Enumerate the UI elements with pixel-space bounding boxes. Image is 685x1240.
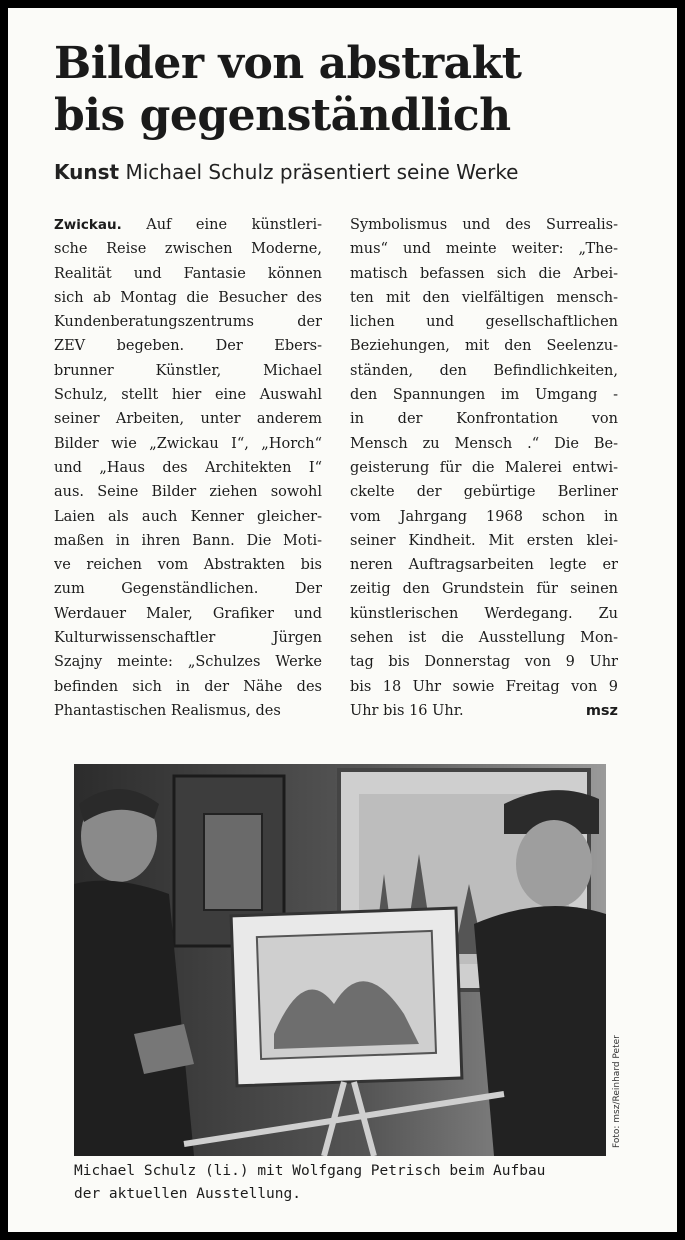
article-line: Laien als auch Kenner gleicher-	[54, 508, 322, 525]
article-photo	[74, 764, 606, 1156]
caption-line-1: Michael Schulz (li.) mit Wolfgang Petrisch beim Aufbau	[74, 1163, 546, 1179]
article-line: ZEV begeben. Der Ebers-	[54, 338, 322, 355]
article-line: aus. Seine Bilder ziehen sowohl	[54, 484, 322, 501]
article-line: Werdauer Maler, Grafiker und	[54, 605, 322, 622]
article-line: Bilder wie „Zwickau I“, „Horch“	[54, 435, 322, 452]
newspaper-clipping	[8, 8, 677, 1232]
article-line: neren Auftragsarbeiten legte er	[350, 557, 618, 574]
article-line: zeitig den Grundstein für seinen	[350, 581, 618, 598]
article-text: Auf eine künstleri-	[121, 217, 322, 233]
article-line: matisch befassen sich die Arbei-	[350, 265, 618, 282]
article-line: mus“ und meinte weiter: „The-	[350, 241, 618, 258]
article-line: Beziehungen, mit den Seelenzu-	[350, 338, 618, 355]
article-line	[350, 699, 618, 723]
article-line: zum Gegenständlichen. Der	[54, 581, 322, 598]
author-initials: msz	[585, 702, 618, 719]
article-line: und „Haus des Architekten I“	[54, 459, 322, 476]
subheadline	[54, 158, 664, 186]
article-line: Realität und Fantasie können	[54, 265, 322, 282]
article-line	[54, 213, 322, 237]
article-line: sich ab Montag die Besucher des	[54, 289, 322, 306]
article-line: seiner Arbeiten, unter anderem	[54, 411, 322, 428]
article-line: in der Konfrontation von	[350, 411, 618, 428]
article-line: Symbolismus und des Surrealis-	[350, 217, 618, 233]
article-line: Phantastischen Realismus, des	[54, 702, 281, 719]
article-line: seiner Kindheit. Mit ersten klei-	[350, 532, 618, 549]
photo-illustration	[74, 764, 606, 1156]
article-line: Schulz, stellt hier eine Auswahl	[54, 387, 322, 404]
article-line: ve reichen vom Abstrakten bis	[54, 557, 322, 574]
article-line: Szajny meinte: „Schulzes Werke	[54, 654, 322, 671]
article-line: ständen, den Befindlichkeiten,	[350, 362, 618, 379]
subheadline-text: Michael Schulz präsentiert seine Werke	[125, 160, 519, 184]
dateline-place: Zwickau.	[54, 217, 122, 233]
headline-line-2: bis gegenständlich	[54, 90, 511, 141]
article-line: brunner Künstler, Michael	[54, 362, 322, 379]
headline	[54, 38, 654, 142]
article-line: ckelte der gebürtige Berliner	[350, 484, 618, 501]
article-line: maßen in ihren Bann. Die Moti-	[54, 532, 322, 549]
article-column-right	[350, 213, 618, 723]
headline-line-1: Bilder von abstrakt	[54, 38, 522, 89]
article-line: tag bis Donnerstag von 9 Uhr	[350, 654, 618, 671]
caption-line-2: der aktuellen Ausstellung.	[74, 1186, 301, 1202]
article-line: lichen und gesellschaftlichen	[350, 314, 618, 331]
article-line: den Spannungen im Umgang -	[350, 387, 618, 404]
article-line: Kulturwissenschaftler Jürgen	[54, 630, 322, 647]
photo-credit: Foto: msz/Reinhard Peter	[612, 1035, 622, 1148]
article-line: künstlerischen Werdegang. Zu	[350, 605, 618, 622]
article-line: Mensch zu Mensch .“ Die Be-	[350, 435, 618, 452]
article-text: Uhr bis 16 Uhr.	[350, 702, 464, 719]
article-line: befinden sich in der Nähe des	[54, 678, 322, 695]
kicker: Kunst	[54, 160, 120, 184]
article-line: bis 18 Uhr sowie Freitag von 9	[350, 678, 618, 695]
article-line: sehen ist die Ausstellung Mon-	[350, 630, 618, 647]
photo-caption	[74, 1160, 634, 1206]
article-line: Kundenberatungszentrums der	[54, 314, 322, 331]
article-line: ten mit den vielfältigen mensch-	[350, 289, 618, 306]
article-column-left	[54, 213, 322, 723]
article-line: vom Jahrgang 1968 schon in	[350, 508, 618, 525]
article-line: sche Reise zwischen Moderne,	[54, 241, 322, 258]
article-line: geisterung für die Malerei entwi-	[350, 459, 618, 476]
